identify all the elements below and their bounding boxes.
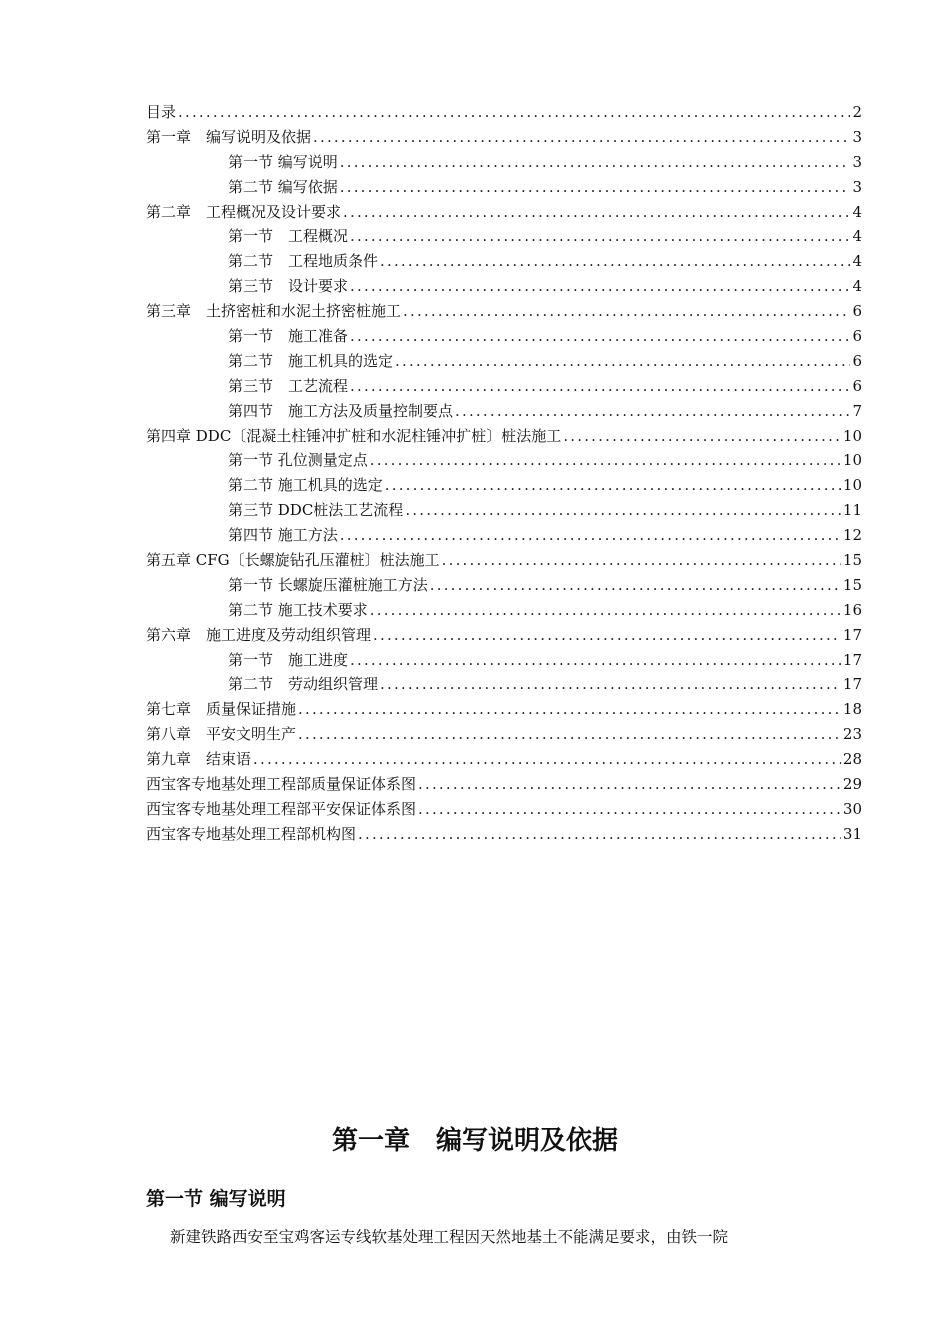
toc-entry[interactable] [146,224,862,249]
toc-entry-label: 第七章 质量保证措施 [146,700,297,719]
toc-leader-dots [395,349,850,374]
toc-entry-page: 10 [842,426,862,445]
toc-entry-page: 6 [852,351,862,370]
toc-entry[interactable] [146,473,862,498]
toc-entry-page: 4 [852,252,862,271]
toc-entry-page: 28 [842,750,862,769]
toc-entry-page: 4 [852,227,862,246]
toc-entry-label: 第八章 平安文明生产 [146,725,297,744]
toc-leader-dots [350,648,841,673]
toc-entry[interactable] [146,374,862,399]
toc-entry-page: 16 [842,600,862,619]
toc-entry-label: 西宝客专地基处理工程部质量保证体系图 [146,775,417,794]
toc-entry-label: 第二节 工程地质条件 [228,252,379,271]
toc-entry[interactable] [146,125,862,150]
toc-entry-page: 6 [852,376,862,395]
toc-entry[interactable] [146,523,862,548]
toc-entry[interactable] [146,349,862,374]
toc-leader-dots [343,200,850,225]
toc-entry[interactable] [146,175,862,200]
toc-leader-dots [563,424,841,449]
toc-entry[interactable] [146,150,862,175]
toc-entry-label: 第一节 施工进度 [228,650,349,669]
toc-entry-label: 第三节 设计要求 [228,277,349,296]
body-paragraph: 新建铁路西安至宝鸡客运专线软基处理工程因天然地基土不能满足要求，由铁一院 [170,1228,729,1246]
toc-leader-dots [340,523,841,548]
toc-entry[interactable] [146,598,862,623]
toc-leader-dots [298,722,841,747]
toc-leader-dots [455,399,850,424]
toc-leader-dots [350,374,850,399]
toc-entry[interactable] [146,822,862,847]
toc-entry[interactable] [146,324,862,349]
toc-entry-label: 第二节 施工机具的选定 [228,351,394,370]
toc-entry[interactable] [146,249,862,274]
toc-entry[interactable] [146,772,862,797]
toc-entry[interactable] [146,448,862,473]
toc-entry-label: 第六章 施工进度及劳动组织管理 [146,625,372,644]
toc-entry[interactable] [146,722,862,747]
toc-entry-label: 第一节 孔位测量定点 [228,451,368,470]
toc-entry[interactable] [146,299,862,324]
toc-leader-dots [380,249,850,274]
toc-entry-page: 15 [842,575,862,594]
toc-leader-dots [350,224,850,249]
toc-entry-label: 西宝客专地基处理工程部平安保证体系图 [146,799,417,818]
toc-leader-dots [442,548,841,573]
toc-leader-dots [358,822,841,847]
toc-entry-label: 第一章 编写说明及依据 [146,127,312,146]
toc-entry-label: 第三节 工艺流程 [228,376,349,395]
toc-entry-page: 2 [852,103,862,121]
toc-entry-page: 17 [842,675,862,694]
toc-leader-dots [340,175,851,200]
toc-leader-dots [403,299,850,324]
toc-entry[interactable] [146,648,862,673]
toc-entry[interactable] [146,498,862,523]
toc-leader-dots [298,697,841,722]
toc-entry[interactable] [146,697,862,722]
toc-entry-page: 7 [852,401,862,420]
toc-leader-dots [418,772,841,797]
toc-entry-label: 西宝客专地基处理工程部机构图 [146,824,357,843]
toc-entry-label: 第二节 劳动组织管理 [228,675,379,694]
toc-leader-dots [370,448,841,473]
toc-leader-dots [380,672,841,697]
toc-entry-page: 4 [852,277,862,296]
toc-leader-dots [178,100,850,125]
toc-entry-page: 10 [842,451,862,470]
toc-leader-dots [350,274,850,299]
toc-entry[interactable] [146,399,862,424]
toc-entry-page: 15 [842,551,862,570]
toc-entry-label: 第二章 工程概况及设计要求 [146,202,342,221]
toc-entry[interactable] [146,548,862,573]
toc-entry-page: 3 [852,177,862,196]
toc-entry-page: 11 [842,501,862,520]
toc-entry-label: 第一节 长螺旋压灌桩施工方法 [228,575,428,594]
toc-entry[interactable] [146,747,862,772]
toc-leader-dots [350,324,850,349]
toc-entry[interactable] [146,797,862,822]
toc-entry-label: 第二节 施工机具的选定 [228,476,383,495]
toc-entry-page: 3 [852,152,862,171]
toc-entry[interactable] [146,100,862,125]
toc-entry-page: 6 [852,327,862,346]
chapter-title: 第一章 编写说明及依据 [331,1126,618,1156]
toc-entry-label: 第一节 工程概况 [228,227,349,246]
toc-entry[interactable] [146,573,862,598]
toc-entry-label: 第二节 施工技术要求 [228,600,368,619]
toc-entry-label: 第一节 编写说明 [228,152,338,171]
toc-entry-page: 23 [842,725,862,744]
toc-leader-dots [430,573,841,598]
toc-entry[interactable] [146,200,862,225]
table-of-contents [146,100,862,847]
toc-leader-dots [405,498,841,523]
toc-entry-page: 6 [852,302,862,321]
toc-leader-dots [313,125,850,150]
toc-entry[interactable] [146,623,862,648]
toc-entry-page: 10 [842,476,862,495]
toc-leader-dots [373,623,841,648]
toc-entry-page: 3 [852,127,862,146]
toc-leader-dots [418,797,841,822]
toc-entry-label: 第五章 CFG〔长螺旋钻孔压灌桩〕桩法施工 [146,551,440,570]
toc-leader-dots [253,747,841,772]
toc-entry-label: 第四节 施工方法 [228,526,338,545]
toc-entry-page: 17 [842,650,862,669]
toc-entry-label: 第二节 编写依据 [228,177,338,196]
toc-entry[interactable] [146,424,862,449]
toc-leader-dots [385,473,841,498]
toc-entry-label: 第四章 DDC〔混凝土柱锤冲扩桩和水泥柱锤冲扩桩〕桩法施工 [146,426,562,445]
toc-leader-dots [340,150,851,175]
toc-leader-dots [370,598,841,623]
toc-entry-label: 目录 [146,103,177,121]
toc-entry[interactable] [146,274,862,299]
section-title: 第一节 编写说明 [146,1188,286,1210]
toc-entry-page: 30 [842,799,862,818]
toc-entry-label: 第三章 土挤密桩和水泥土挤密桩施工 [146,302,402,321]
toc-entry[interactable] [146,672,862,697]
toc-entry-page: 29 [842,775,862,794]
toc-entry-page: 18 [842,700,862,719]
toc-entry-page: 31 [842,824,862,843]
toc-entry-label: 第九章 结束语 [146,750,252,769]
toc-entry-label: 第一节 施工准备 [228,327,349,346]
toc-entry-page: 17 [842,625,862,644]
toc-entry-page: 12 [842,526,862,545]
toc-entry-page: 4 [852,202,862,221]
toc-entry-label: 第三节 DDC桩法工艺流程 [228,501,404,520]
toc-entry-label: 第四节 施工方法及质量控制要点 [228,401,454,420]
